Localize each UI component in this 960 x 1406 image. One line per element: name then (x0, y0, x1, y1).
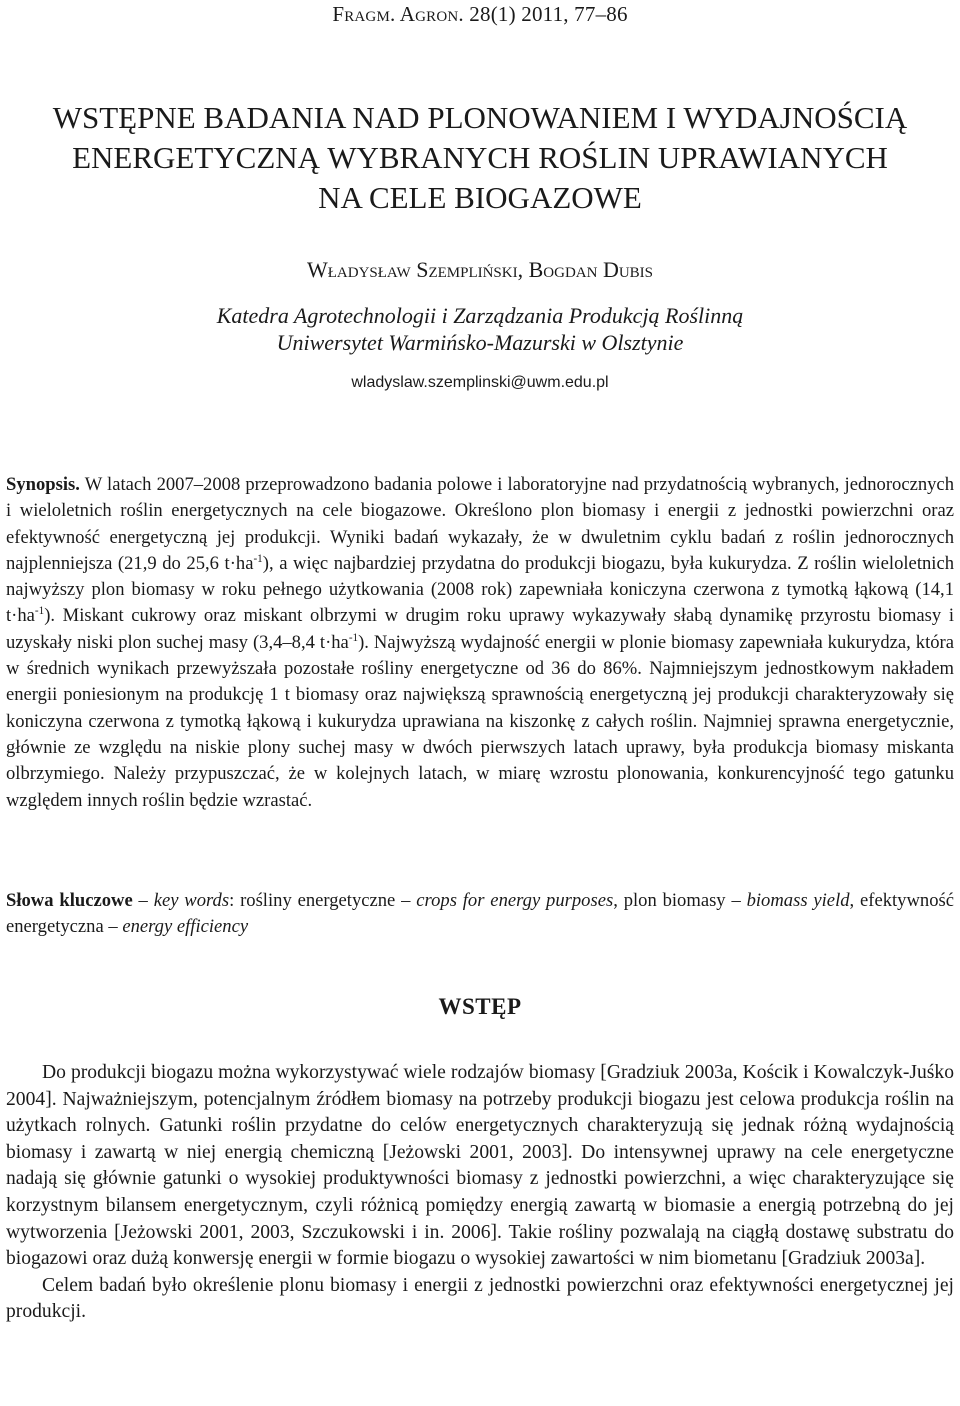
synopsis-text-3: ). Miskant cukrowy oraz miskant olbrzymi w drugim roku uprawy wykazywały słabą dynamikę przyrostu biomasy i uzyskały niski plon suchej masy (3,4–8,4 t·ha (6, 605, 954, 653)
keyword-3: , efektywność energetyczna – (6, 890, 954, 937)
author-list: Władysław Szempliński, Bogdan Dubis (306, 257, 654, 282)
introduction-body (6, 1060, 954, 1326)
affiliation-department: Katedra Agrotechnologii i Zarządzania Produkcją Roślinną (216, 303, 744, 328)
section-heading-introduction: WSTĘP (438, 994, 522, 1019)
synopsis-text-4: ). Najwyższą wydajność energii w plonie biomasy zapewniała kukurydza, która w średnich wynikach przewyższała pozostałe rośliny energetyczne od 36 do 86%. Najmniejszym jednostkowym nakładem energii poniesionym na produkcję 1 t biomasy oraz największą sprawnością energetyczną jej produkcji charakteryzowały się koniczyna czerwona z tymotką łąkową i kukurydza uprawiana na kiszonkę z całych roślin. Najmniej sprawna energetycznie, głównie ze względu na niskie plony suchej masy w dwóch pierwszych latach uprawy, była produkcja biomasy miskanta olbrzymiego. Należy przypuszczać, że w kolejnych latach, w miarę wzrostu plonowania, konkurencyjność tego gatunku względem innych roślin będzie wzrastać. (6, 631, 954, 811)
keywords-label: Słowa kluczowe (6, 890, 133, 911)
synopsis-label: Synopsis. (6, 474, 80, 495)
affiliation-university: Uniwersytet Warmińsko-Mazurski w Olsztynie (276, 330, 684, 355)
running-head (0, 2, 960, 27)
keyword-1: : rośliny energetyczne – (229, 890, 417, 911)
journal-citation: Fragm. Agron. 28(1) 2011, 77–86 (332, 2, 628, 26)
keyword-1-en: crops for energy purposes (416, 890, 614, 911)
keyword-2-en: biomass yield (746, 890, 850, 911)
keyword-2: , plon biomasy – (613, 890, 747, 911)
title-line-3: NA CELE BIOGAZOWE (318, 180, 642, 215)
body-paragraph-1: Do produkcji biogazu można wykorzystywać wiele rodzajów biomasy [Gradziuk 2003a, Kościk i Kowalczyk-Juśko 2004]. Najważniejszym, potencjalnym źródłem biomasy na potrzeby produkcji biogazu jest celowa produkcja roślin na użytkach rolnych. Gatunki roślin przydatne do celów energetycznych charakteryzują się jednak różną wydajnością biomasy i zawartą w niej energią chemiczną [Jeżowski 2001, 2003]. Do intensywnej uprawy na cele energetyczne nadają się głównie gatunki o wysokiej produktywności biomasy z jednostki powierzchni, a więc charakteryzujące się korzystnym bilansem energetycznym, czyli różnicą pomiędzy energią zawartą w biomasie a energią potrzebną do jej wytworzenia [Jeżowski 2001, 2003, Szczukowski i in. 2006]. Takie rośliny pozwalają na ciągłą dostawę substratu do biogazowi oraz dużą konwersję energii w formie biogazu o wysokiej zawartości w nim biometanu [Gradziuk 2003a]. (6, 1062, 954, 1270)
keywords-en-label: key words (153, 890, 230, 911)
article-title (0, 98, 960, 218)
title-line-1: WSTĘPNE BADANIA NAD PLONOWANIEM I WYDAJNOŚCIĄ (52, 100, 908, 135)
keywords (6, 888, 954, 940)
superscript: -1 (348, 631, 359, 644)
superscript: -1 (253, 552, 263, 565)
keyword-3-en: energy efficiency (122, 916, 249, 937)
synopsis (6, 472, 954, 814)
title-line-2: ENERGETYCZNĄ WYBRANYCH ROŚLIN UPRAWIANYCH (72, 140, 888, 175)
affiliation (0, 302, 960, 356)
superscript: -1 (34, 605, 45, 618)
keywords-sep: – (132, 890, 154, 911)
synopsis-text-2: ), a więc najbardziej przydatna do produkcji biogazu, była kukurydza. Z roślin wieloletnich najwyższy plon biomasy w roku pełnego użytkowania (2008 rok) zapewniała koniczyna czerwona z tymotką łąkową (14,1 t·ha (6, 552, 954, 627)
body-paragraph-2: Celem badań było określenie plonu biomasy i energii z jednostki powierzchni oraz efektywności energetycznej jej produkcji. (6, 1274, 954, 1323)
synopsis-text-1: W latach 2007–2008 przeprowadzono badania polowe i laboratoryjne nad przydatnością wybranych, jednorocznych i wieloletnich roślin energetycznych na cele biogazowe. Określono plon biomasy i energii z jednostki powierzchni oraz efektywność energetyczną jej produkcji. Wyniki badań wykazały, że w dwuletnim cyklu badań z roślin jednorocznych najplenniejsza (21,9 do 25,6 t·ha (6, 474, 954, 574)
contact-email: wladyslaw.szemplinski@uwm.edu.pl (351, 374, 609, 391)
